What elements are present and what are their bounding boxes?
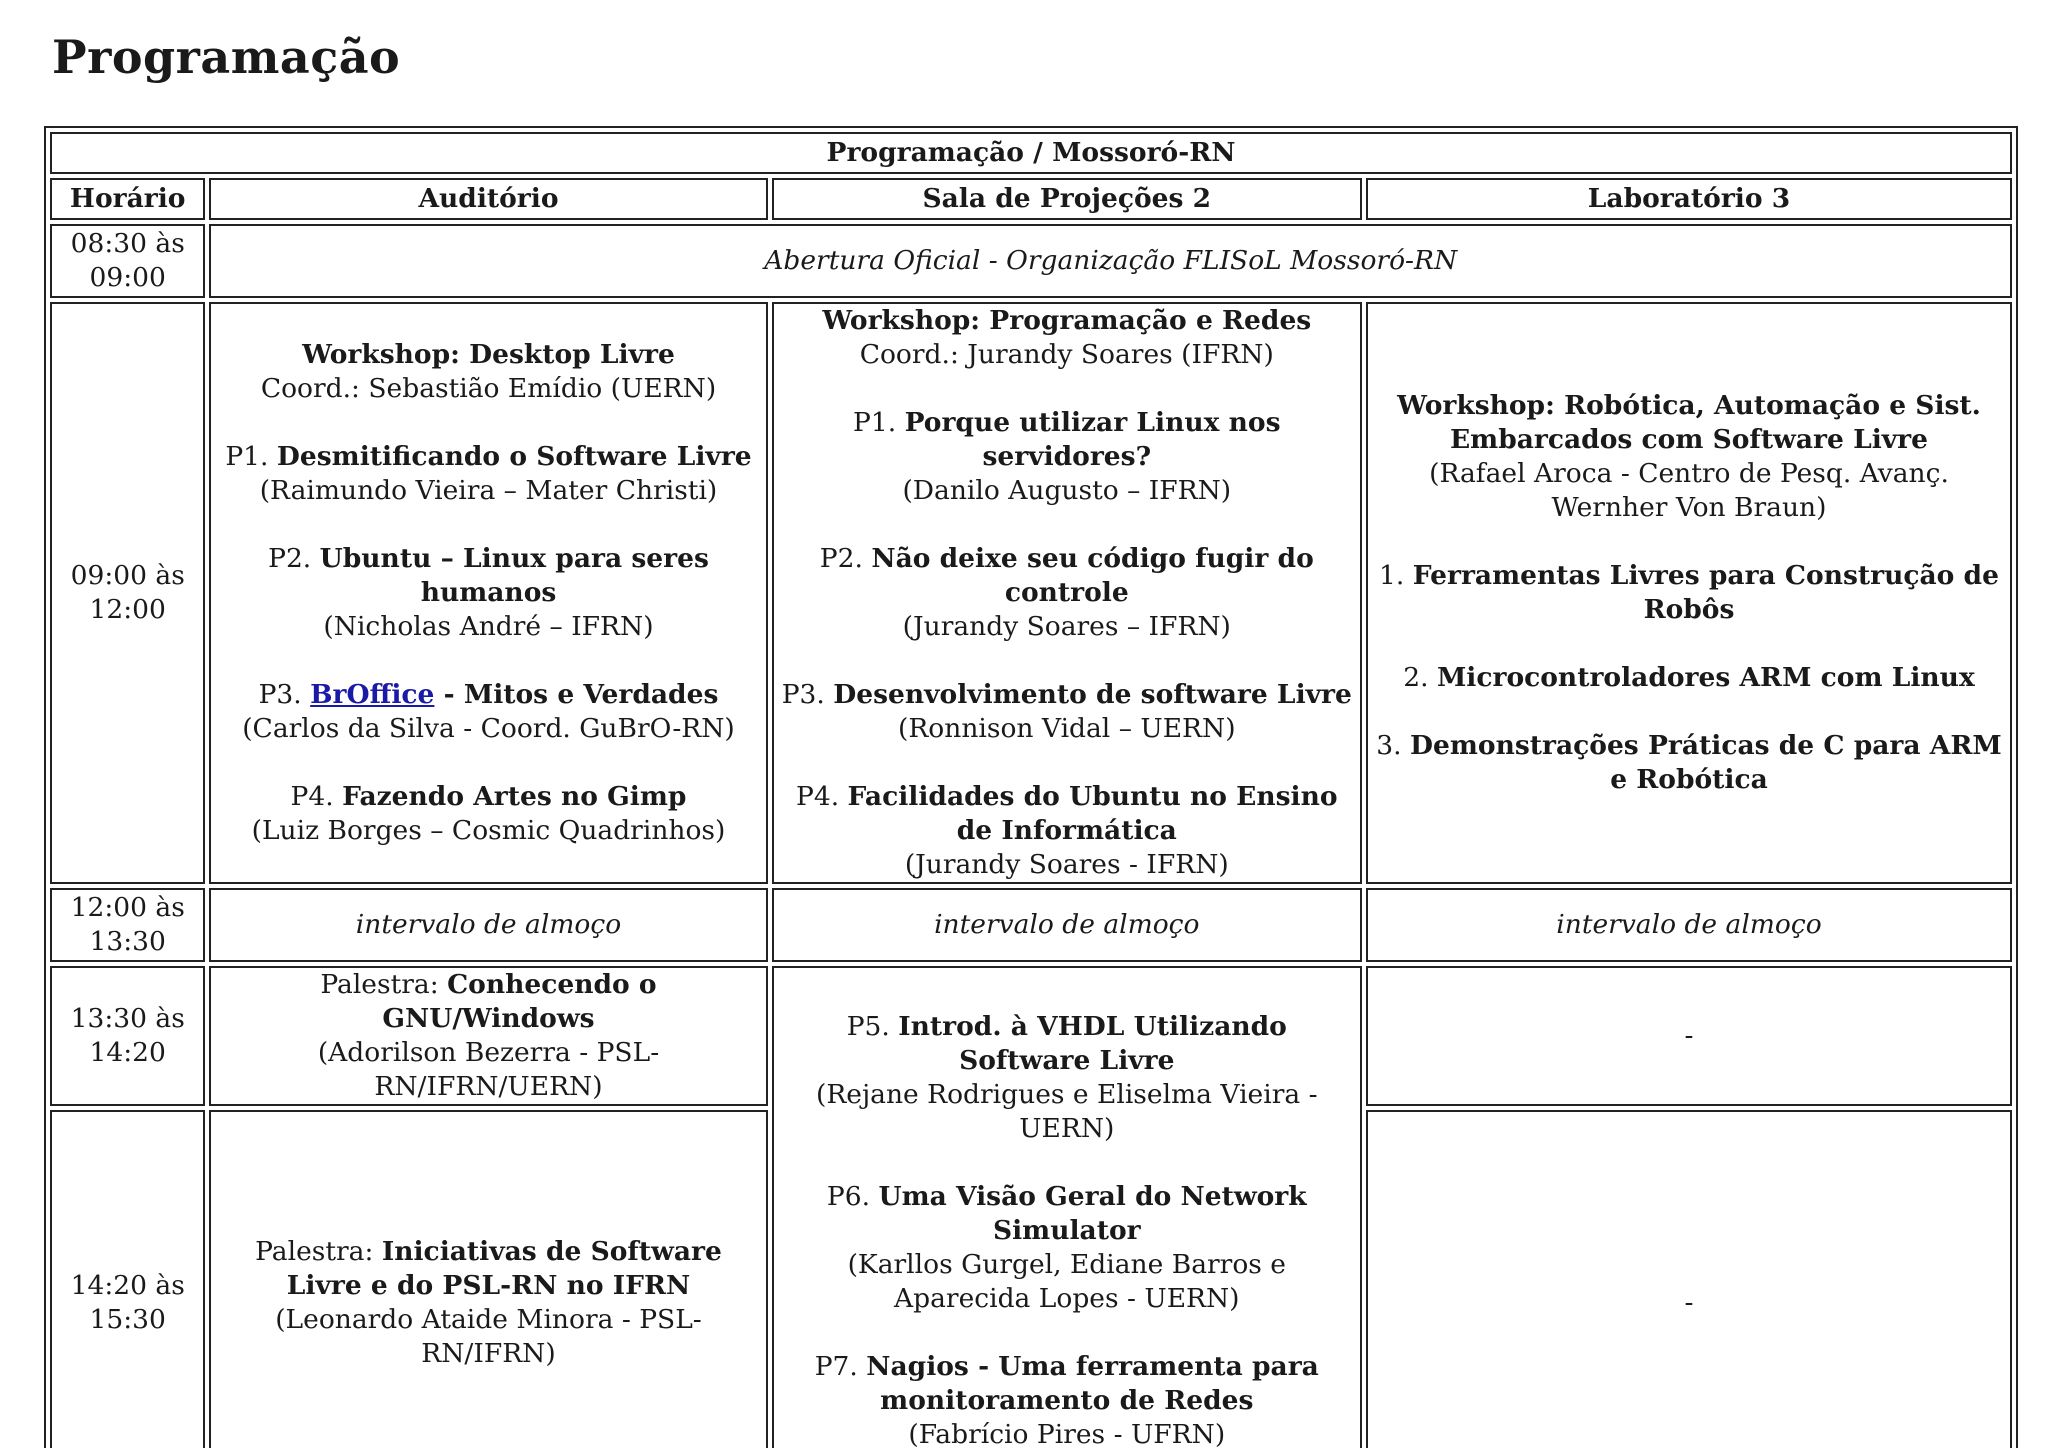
- auditorio-talk-iniciativas: [209, 1110, 767, 1448]
- talk-speaker: (Danilo Augusto – IFRN): [902, 475, 1232, 506]
- auditorio-talk-gnu-windows: [209, 966, 767, 1106]
- talk-title: P7. Nagios - Uma ferramenta para monitoramento de Redes: [814, 1351, 1319, 1416]
- workshop-coordinator: Coord.: Jurandy Soares (IFRN): [859, 339, 1274, 370]
- talk-speaker: (Leonardo Ataide Minora - PSL-RN/IFRN): [275, 1304, 702, 1369]
- talk-speaker: (Ronnison Vidal – UERN): [898, 713, 1236, 744]
- schedule-table: [44, 126, 2018, 1448]
- lunch-break-auditorio: intervalo de almoço: [209, 888, 767, 962]
- talk-speaker: (Carlos da Silva - Coord. GuBrO-RN): [242, 713, 735, 744]
- lunch-break-lab: intervalo de almoço: [1366, 888, 2012, 962]
- table-row: [50, 302, 2012, 884]
- workshop-title: Workshop: Desktop Livre: [302, 339, 675, 370]
- talk-title: P5. Introd. à VHDL Utilizando Software Livre: [846, 1011, 1287, 1076]
- talk-speaker: (Karllos Gurgel, Ediane Barros e Aparecida Lopes - UERN): [847, 1249, 1286, 1314]
- talk-speaker: (Raimundo Vieira – Mater Christi): [259, 475, 718, 506]
- opening-session: Abertura Oficial - Organização FLISoL Mossoró-RN: [209, 224, 2012, 298]
- table-caption: Programação / Mossoró-RN: [50, 132, 2012, 174]
- table-row: [50, 224, 2012, 298]
- table-row: [50, 888, 2012, 962]
- talk-title: P2. Não deixe seu código fugir do controle: [819, 543, 1314, 608]
- workshop-coordinator: (Rafael Aroca - Centro de Pesq. Avanç. Wernher Von Braun): [1429, 458, 1949, 523]
- workshop-coordinator: Coord.: Sebastião Emídio (UERN): [260, 373, 717, 404]
- lab-workshop: [1366, 302, 2012, 884]
- workshop-item: 3. Demonstrações Práticas de C para ARM e Robótica: [1376, 730, 2002, 795]
- talk-speaker: (Adorilson Bezerra - PSL-RN/IFRN/UERN): [317, 1037, 660, 1102]
- table-row: [50, 966, 2012, 1106]
- workshop-item: 2. Microcontroladores ARM com Linux: [1403, 662, 1975, 693]
- sala-afternoon-talks: [772, 966, 1362, 1448]
- sala-workshop: [772, 302, 1362, 884]
- page-title: Programação: [52, 30, 401, 84]
- time-slot-1330: 13:30 às 14:20: [50, 966, 205, 1106]
- talk-title: P4. Facilidades do Ubuntu no Ensino de Informática: [796, 781, 1338, 846]
- lab-empty-1330: -: [1366, 966, 2012, 1106]
- header-auditorio: Auditório: [209, 178, 767, 220]
- talk-title: P3. BrOffice - Mitos e Verdades: [258, 679, 719, 710]
- talk-speaker: (Nicholas André – IFRN): [323, 611, 654, 642]
- table-caption-row: [50, 132, 2012, 174]
- time-slot-0900: 09:00 às 12:00: [50, 302, 205, 884]
- workshop-title: Workshop: Robótica, Automação e Sist. Embarcados com Software Livre: [1397, 390, 1981, 455]
- talk-title: P6. Uma Visão Geral do Network Simulator: [826, 1181, 1307, 1246]
- talk-speaker: (Jurandy Soares – IFRN): [902, 611, 1231, 642]
- talk-speaker: (Luiz Borges – Cosmic Quadrinhos): [251, 815, 726, 846]
- talk-title: P1. Desmitificando o Software Livre: [225, 441, 752, 472]
- talk-speaker: (Rejane Rodrigues e Eliselma Vieira - UERN): [815, 1079, 1318, 1144]
- talk-speaker: (Fabrício Pires - UFRN): [908, 1419, 1226, 1448]
- header-horario: Horário: [50, 178, 205, 220]
- workshop-item: 1. Ferramentas Livres para Construção de Robôs: [1379, 560, 1999, 625]
- talk-title: Palestra: Conhecendo o GNU/Windows: [320, 969, 657, 1034]
- talk-title: P1. Porque utilizar Linux nos servidores?: [853, 407, 1281, 472]
- talk-speaker: (Jurandy Soares - IFRN): [904, 849, 1229, 880]
- table-header-row: [50, 178, 2012, 220]
- talk-title: Palestra: Iniciativas de Software Livre e do PSL-RN no IFRN: [255, 1236, 722, 1301]
- time-slot-1420: 14:20 às 15:30: [50, 1110, 205, 1448]
- lab-empty-1420: -: [1366, 1110, 2012, 1448]
- header-sala-projecoes: Sala de Projeções 2: [772, 178, 1362, 220]
- broffice-link[interactable]: BrOffice: [310, 679, 435, 710]
- time-slot-0830: 08:30 às 09:00: [50, 224, 205, 298]
- auditorio-workshop: [209, 302, 767, 884]
- talk-title: P2. Ubuntu – Linux para seres humanos: [268, 543, 709, 608]
- time-slot-1200: 12:00 às 13:30: [50, 888, 205, 962]
- talk-title: P3. Desenvolvimento de software Livre: [781, 679, 1352, 710]
- talk-title: P4. Fazendo Artes no Gimp: [290, 781, 687, 812]
- workshop-title: Workshop: Programação e Redes: [822, 305, 1312, 336]
- lunch-break-sala: intervalo de almoço: [772, 888, 1362, 962]
- header-laboratorio: Laboratório 3: [1366, 178, 2012, 220]
